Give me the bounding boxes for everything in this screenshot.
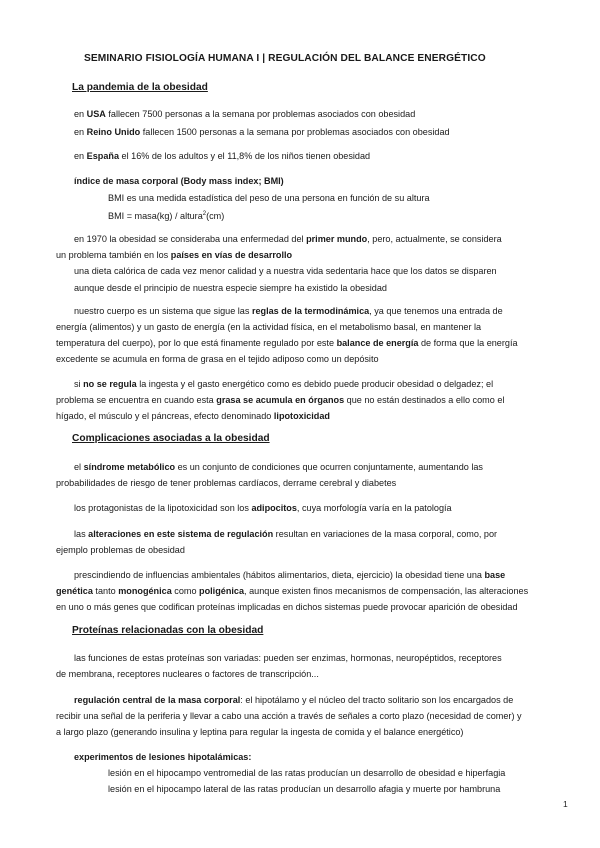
paragraph-line: ejemplo problemas de obesidad bbox=[56, 545, 185, 555]
paragraph-line: a largo plazo (generando insulina y leptina para regular la ingesta de comida y el balance energético) bbox=[56, 727, 464, 737]
paragraph-line: las funciones de estas proteínas son variadas: pueden ser enzimas, hormonas, neuropéptidos, receptores bbox=[74, 653, 502, 663]
paragraph-line: una dieta calórica de cada vez menor calidad y a nuestra vida sedentaria hace que los datos se disparen bbox=[74, 266, 497, 276]
paragraph-line: prescindiendo de influencias ambientales (hábitos alimentarios, dieta, ejercicio) la obesidad tiene una base bbox=[74, 570, 506, 580]
paragraph-line: hígado, el músculo y el páncreas, efecto denominado lipotoxicidad bbox=[56, 411, 330, 421]
page-number: 1 bbox=[563, 799, 568, 809]
paragraph-line: energía (alimentos) y un gasto de energía (en la actividad física, en el metabolismo basal, en mantener la bbox=[56, 322, 482, 332]
paragraph-line: si no se regula la ingesta y el gasto energético como es debido puede producir obesidad o delgadez; el bbox=[74, 379, 494, 389]
paragraph-line: lesión en el hipocampo ventromedial de las ratas producían un desarrollo de obesidad e hiperfagia bbox=[108, 768, 506, 778]
paragraph-line: en 1970 la obesidad se consideraba una enfermedad del primer mundo, pero, actualmente, se considera bbox=[74, 234, 502, 244]
paragraph-line: el síndrome metabólico es un conjunto de condiciones que ocurren conjuntamente, aumentando las bbox=[74, 462, 483, 472]
paragraph-line: índice de masa corporal (Body mass index; BMI) bbox=[74, 176, 284, 186]
section-heading-pandemia: La pandemia de la obesidad bbox=[72, 82, 208, 93]
paragraph-line: las alteraciones en este sistema de regulación resultan en variaciones de la masa corporal, como, por bbox=[74, 529, 498, 539]
section-heading-complicaciones: Complicaciones asociadas a la obesidad bbox=[72, 433, 270, 444]
formula-line: BMI = masa(kg) / altura$^2$(cm) bbox=[108, 211, 225, 222]
paragraph-line: en España el 16% de los adultos y el 11,8% de los niños tienen obesidad bbox=[74, 151, 371, 161]
paragraph-line: experimentos de lesiones hipotalámicas: bbox=[74, 752, 252, 762]
paragraph-line: aunque desde el principio de nuestra especie siempre ha existido la obesidad bbox=[74, 283, 387, 293]
paragraph-line: lesión en el hipocampo lateral de las ratas producían un desarrollo afagia y muerte por hambruna bbox=[108, 784, 501, 794]
page-title: SEMINARIO FISIOLOGÍA HUMANA I | REGULACIÓN DEL BALANCE ENERGÉTICO bbox=[84, 53, 486, 64]
paragraph-line: en USA fallecen 7500 personas a la semana por problemas asociados con obesidad bbox=[74, 109, 416, 119]
paragraph-line: en Reino Unido fallecen 1500 personas a la semana por problemas asociados con obesidad bbox=[74, 127, 450, 137]
paragraph-line: regulación central de la masa corporal: el hipotálamo y el núcleo del tracto solitario son los encargados de bbox=[74, 695, 514, 705]
paragraph-line: genética tanto monogénica como poligénica, aunque existen finos mecanismos de compensación, las alteraciones bbox=[56, 586, 529, 596]
paragraph-line: temperatura del cuerpo), por lo que está finamente regulado por este balance de energía de forma que la energía bbox=[56, 338, 518, 348]
paragraph-line: en uno o más genes que codifican proteínas implicadas en dichos sistemas puede provocar aparición de obesidad bbox=[56, 602, 518, 612]
paragraph-line: los protagonistas de la lipotoxicidad son los adipocitos, cuya morfología varía en la patología bbox=[74, 503, 452, 513]
paragraph-line: excedente se acumula en forma de grasa en el tejido adiposo como un depósito bbox=[56, 354, 379, 364]
paragraph-line: BMI es una medida estadística del peso de una persona en función de su altura bbox=[108, 193, 430, 203]
paragraph-line: un problema también en los países en vías de desarrollo bbox=[56, 250, 293, 260]
paragraph-line: nuestro cuerpo es un sistema que sigue las reglas de la termodinámica, ya que tenemos una entrada de bbox=[74, 306, 503, 316]
section-heading-proteinas: Proteínas relacionadas con la obesidad bbox=[72, 625, 264, 636]
paragraph-line: recibir una señal de la periferia y llevar a cabo una acción a través de señales a corto plazo (necesidad de comer) y bbox=[56, 711, 522, 721]
paragraph-line: probabilidades de riesgo de tener problemas cardíacos, derrame cerebral y diabetes bbox=[56, 478, 397, 488]
paragraph-line: de membrana, receptores nucleares o factores de transcripción... bbox=[56, 669, 319, 679]
paragraph-line: problema se encuentra en cuando esta grasa se acumula en órganos que no están destinados a ello como el bbox=[56, 395, 505, 405]
